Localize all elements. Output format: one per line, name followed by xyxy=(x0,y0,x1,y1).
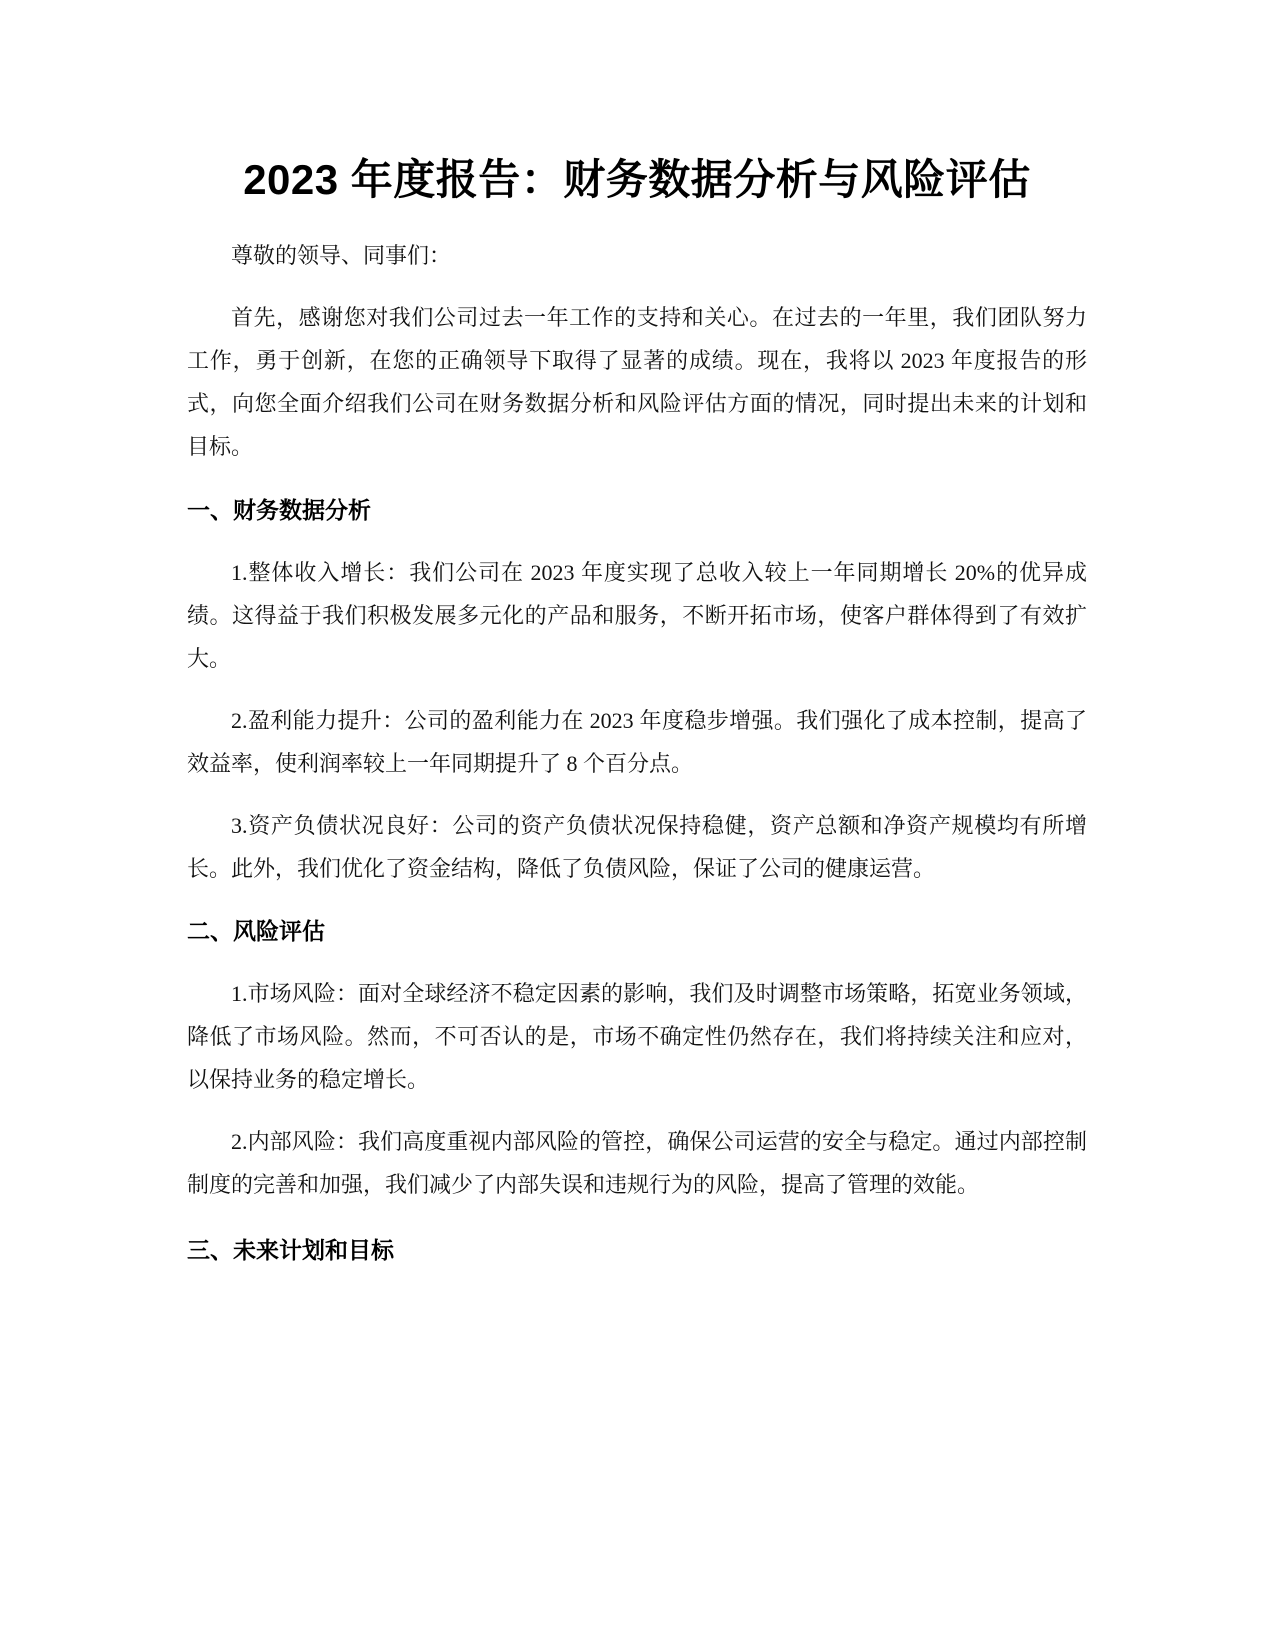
financial-item-profitability: 2.盈利能力提升：公司的盈利能力在 2023 年度稳步增强。我们强化了成本控制，提高了效益率，使利润率较上一年同期提升了 8 个百分点。 xyxy=(187,708,1087,776)
financial-item-revenue-growth: 1.整体收入增长：我们公司在 2023 年度实现了总收入较上一年同期增长 20%的优异成绩。这得益于我们积极发展多元化的产品和服务，不断开拓市场，使客户群体得到了有效扩大。 xyxy=(187,560,1087,671)
risk-item-market-risk: 1.市场风险：面对全球经济不稳定因素的影响，我们及时调整市场策略，拓宽业务领域，降低了市场风险。然而，不可否认的是，市场不确定性仍然存在，我们将持续关注和应对，以保持业务的稳定增长。 xyxy=(187,981,1087,1092)
section-heading-financial-analysis: 一、财务数据分析 xyxy=(187,497,371,523)
document-title: 2023 年度报告：财务数据分析与风险评估 xyxy=(243,156,1031,203)
section-heading-risk-assessment: 二、风险评估 xyxy=(187,918,325,944)
greeting-paragraph: 尊敬的领导、同事们： xyxy=(231,243,452,268)
risk-item-internal-risk: 2.内部风险：我们高度重视内部风险的管控，确保公司运营的安全与稳定。通过内部控制制度的完善和加强，我们减少了内部失误和违规行为的风险，提高了管理的效能。 xyxy=(187,1129,1087,1197)
financial-item-balance-sheet: 3.资产负债状况良好：公司的资产负债状况保持稳健，资产总额和净资产规模均有所增长。此外，我们优化了资金结构，降低了负债风险，保证了公司的健康运营。 xyxy=(187,813,1087,881)
document-body xyxy=(187,148,1087,1272)
intro-paragraph: 首先，感谢您对我们公司过去一年工作的支持和关心。在过去的一年里，我们团队努力工作，勇于创新，在您的正确领导下取得了显著的成绩。现在，我将以 2023 年度报告的形式，向您全面介绍我们公司在财务数据分析和风险评估方面的情况，同时提出未来的计划和目标。 xyxy=(187,305,1087,459)
section-heading-future-plans: 三、未来计划和目标 xyxy=(187,1237,394,1263)
